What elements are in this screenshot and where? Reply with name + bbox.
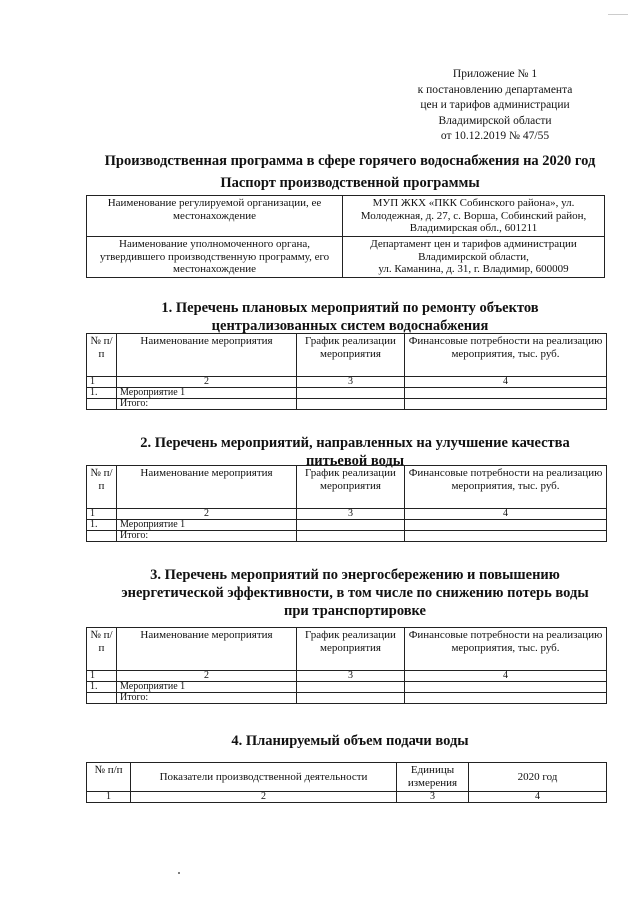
header-finance: Финансовые потребности на реализацию мероприятия, тыс. руб. <box>405 628 607 671</box>
col-number: 3 <box>397 792 469 803</box>
item-number: 1. <box>87 520 117 531</box>
empty-cell <box>405 399 607 410</box>
section3-table <box>86 627 607 704</box>
passport-value-line: Владимирской области, <box>418 250 529 263</box>
section1-table <box>86 333 607 410</box>
passport-title: Паспорт производственной программы <box>220 175 480 191</box>
appendix-line: к постановлению департамента <box>417 83 573 96</box>
total-label: Итого: <box>117 399 297 410</box>
item-number: 1. <box>87 388 117 399</box>
empty-cell <box>297 520 405 531</box>
col-number: 1 <box>87 377 117 388</box>
passport-label: Наименование уполномоченного органа, утвердившего производственную программу, его местонахождение <box>87 237 343 278</box>
header-schedule: График реализации мероприятия <box>297 466 405 509</box>
empty-cell <box>297 531 405 542</box>
col-number: 1 <box>87 671 117 682</box>
item-name: Мероприятие 1 <box>117 520 297 531</box>
empty-cell <box>405 693 607 704</box>
passport-table <box>86 195 605 278</box>
col-number: 1 <box>87 792 131 803</box>
header-name: Наименование мероприятия <box>117 466 297 509</box>
section2-title: 2. Перечень мероприятий, направленных на улучшение качества питьевой воды <box>140 435 570 469</box>
empty-cell <box>87 693 117 704</box>
passport-value-line: Департамент цен и тарифов администрации <box>370 238 577 250</box>
main-title: Производственная программа в сфере горячего водоснабжения на 2020 год <box>104 153 596 169</box>
item-name: Мероприятие 1 <box>117 388 297 399</box>
total-label: Итого: <box>117 693 297 704</box>
empty-cell <box>87 531 117 542</box>
col-number: 2 <box>131 792 397 803</box>
total-label: Итого: <box>117 531 297 542</box>
appendix-line: Приложение № 1 <box>452 68 538 80</box>
passport-label: Наименование регулируемой организации, ее местонахождение <box>87 196 343 237</box>
header-num: № п/п <box>87 466 117 509</box>
header-name: Наименование мероприятия <box>117 334 297 377</box>
section1-title: 1. Перечень плановых мероприятий по ремонту объектов централизованных систем водоснабжения <box>161 300 539 334</box>
empty-cell <box>87 399 117 410</box>
empty-cell <box>297 399 405 410</box>
header-schedule: График реализации мероприятия <box>297 628 405 671</box>
empty-cell <box>297 388 405 399</box>
col-number: 3 <box>297 509 405 520</box>
appendix-line: Владимирской области <box>438 114 552 127</box>
header-indicators: Показатели производственной деятельности <box>131 763 397 792</box>
col-number: 2 <box>117 509 297 520</box>
passport-value-line: ул. Каманина, д. 31, г. Владимир, 600009 <box>378 263 569 275</box>
col-number: 4 <box>405 377 607 388</box>
item-number: 1. <box>87 682 117 693</box>
scan-artifact <box>608 14 628 15</box>
col-number: 1 <box>87 509 117 520</box>
section4-table <box>86 762 607 803</box>
empty-cell <box>405 520 607 531</box>
section4-title: 4. Планируемый объем подачи воды <box>231 733 469 749</box>
header-year: 2020 год <box>469 763 607 792</box>
empty-cell <box>405 531 607 542</box>
appendix-line: цен и тарифов администрации <box>420 99 570 111</box>
col-number: 3 <box>297 671 405 682</box>
empty-cell <box>405 388 607 399</box>
header-finance: Финансовые потребности на реализацию мероприятия, тыс. руб. <box>405 466 607 509</box>
header-num: № п/п <box>87 334 117 377</box>
col-number: 2 <box>117 377 297 388</box>
scan-speck <box>178 872 180 874</box>
header-num: № п/п <box>87 628 117 671</box>
header-num: № п/п <box>87 763 131 792</box>
empty-cell <box>297 682 405 693</box>
header-schedule: График реализации мероприятия <box>297 334 405 377</box>
col-number: 4 <box>469 792 607 803</box>
col-number: 2 <box>117 671 297 682</box>
col-number: 4 <box>405 509 607 520</box>
col-number: 4 <box>405 671 607 682</box>
section3-title: 3. Перечень мероприятий по энергосбережению и повышению энергетической эффективности, в том числе по снижению потерь воды при транспортировке <box>121 567 589 619</box>
passport-value: МУП ЖКХ «ПКК Собинского района», ул. Молодежная, д. 27, с. Ворша, Собинский район, Владимирская обл., 601211 <box>343 196 605 237</box>
empty-cell <box>405 682 607 693</box>
item-name: Мероприятие 1 <box>117 682 297 693</box>
section2-table <box>86 465 607 542</box>
header-name: Наименование мероприятия <box>117 628 297 671</box>
appendix-line: от 10.12.2019 № 47/55 <box>440 130 550 142</box>
appendix-block <box>395 67 595 145</box>
col-number: 3 <box>297 377 405 388</box>
passport-value <box>343 237 605 278</box>
header-units: Единицы измерения <box>397 763 469 792</box>
empty-cell <box>297 693 405 704</box>
header-finance: Финансовые потребности на реализацию мероприятия, тыс. руб. <box>405 334 607 377</box>
